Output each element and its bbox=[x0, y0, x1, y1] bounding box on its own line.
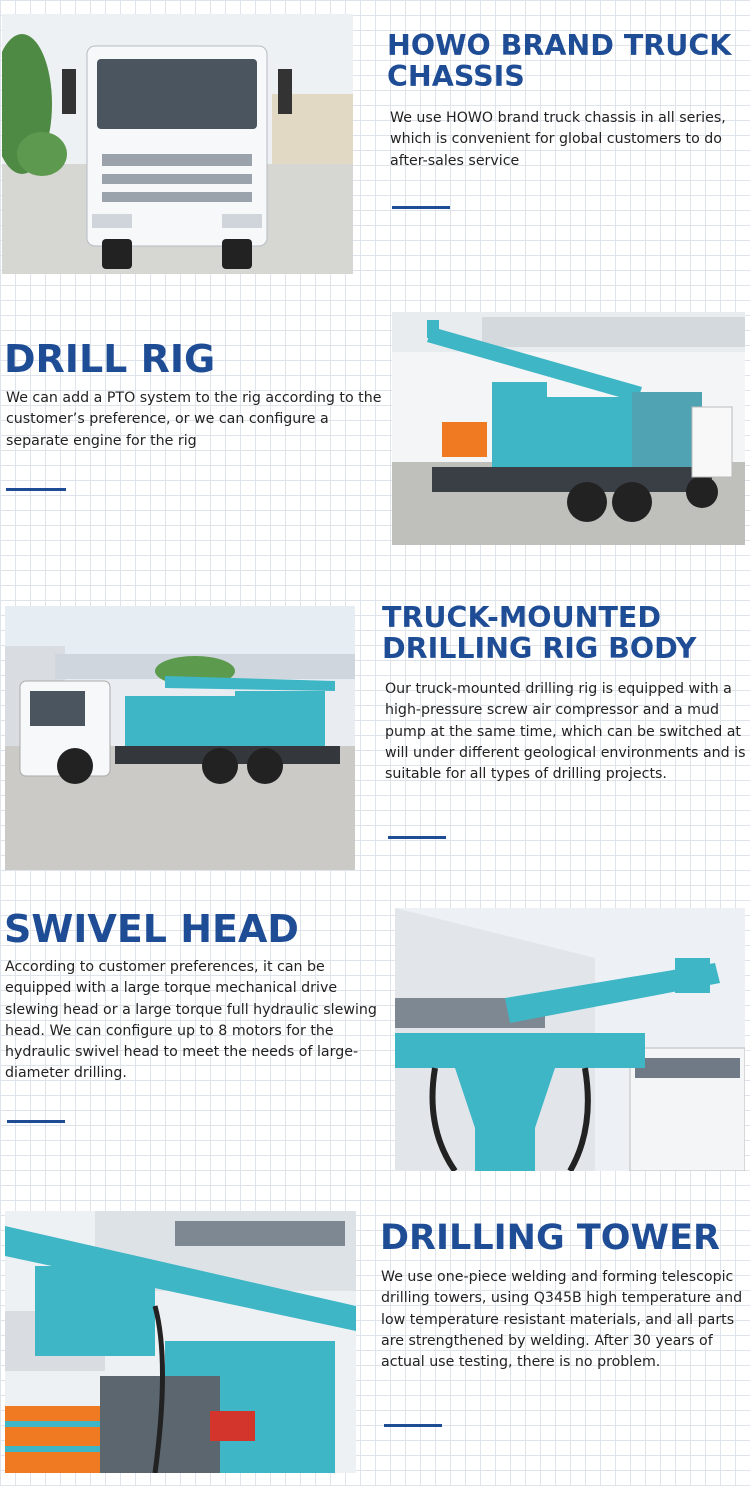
truck-mounted-drill-rig-icon bbox=[392, 312, 745, 545]
drill-rig-photo bbox=[392, 312, 745, 545]
title-line-1: HOWO BRAND TRUCK bbox=[387, 29, 732, 62]
section-body-drilling-tower: We use one-piece welding and forming telescopic drilling towers, using Q345B high temperature and low temperature resistant materials, and all parts are strengthened by welding. After 30 years of actual use testing, there is no problem. bbox=[381, 1269, 743, 1371]
drilling-tower-closeup-icon bbox=[5, 1211, 356, 1473]
section-title-drilling-tower bbox=[380, 1220, 720, 1258]
section-title-swivel-head bbox=[4, 909, 299, 950]
section-underline bbox=[7, 1120, 65, 1123]
truck-chassis-photo bbox=[2, 14, 353, 274]
section-body-truck-chassis: We use HOWO brand truck chassis in all series, which is convenient for global customers to do after-sales service bbox=[390, 110, 726, 169]
white-truck-cab-front-icon bbox=[2, 14, 353, 274]
section-body-drill-rig: We can add a PTO system to the rig according to the customer’s preference, or we can configure a separate engine for the rig bbox=[6, 390, 382, 449]
section-body-rig-body: Our truck-mounted drilling rig is equipped with a high-pressure screw air compressor and a mud pump at the same time, which can be switched at will under different geological environments and is suitable for all types of drilling projects. bbox=[385, 681, 746, 783]
drilling-tower-photo bbox=[5, 1211, 356, 1473]
section-title-rig-body bbox=[382, 603, 696, 665]
title-line-1: DRILL RIG bbox=[4, 337, 216, 381]
section-underline bbox=[388, 836, 446, 839]
section-title-drill-rig bbox=[4, 339, 215, 380]
title-line-2: DRILLING RIG BODY bbox=[382, 631, 697, 665]
title-line-1: TRUCK-MOUNTED bbox=[382, 601, 662, 634]
swivel-head-closeup-icon bbox=[395, 908, 745, 1171]
section-underline bbox=[384, 1424, 442, 1427]
title-line-1: DRILLING TOWER bbox=[380, 1218, 720, 1258]
drilling-rig-body-photo bbox=[5, 606, 355, 870]
section-underline bbox=[392, 206, 450, 209]
title-line-1: SWIVEL HEAD bbox=[4, 907, 299, 951]
drilling-truck-side-view-icon bbox=[5, 606, 355, 870]
swivel-head-photo bbox=[395, 908, 745, 1171]
section-body-swivel-head: According to customer preferences, it can be equipped with a large torque mechanical drive slewing head or a large torque full hydraulic slewing head. We can configure up to 8 motors for the hydraulic swivel head to meet the needs of large-diameter drilling. bbox=[5, 959, 377, 1082]
title-line-2: CHASSIS bbox=[387, 59, 525, 93]
section-title-truck-chassis bbox=[387, 31, 731, 93]
section-underline bbox=[6, 488, 66, 491]
